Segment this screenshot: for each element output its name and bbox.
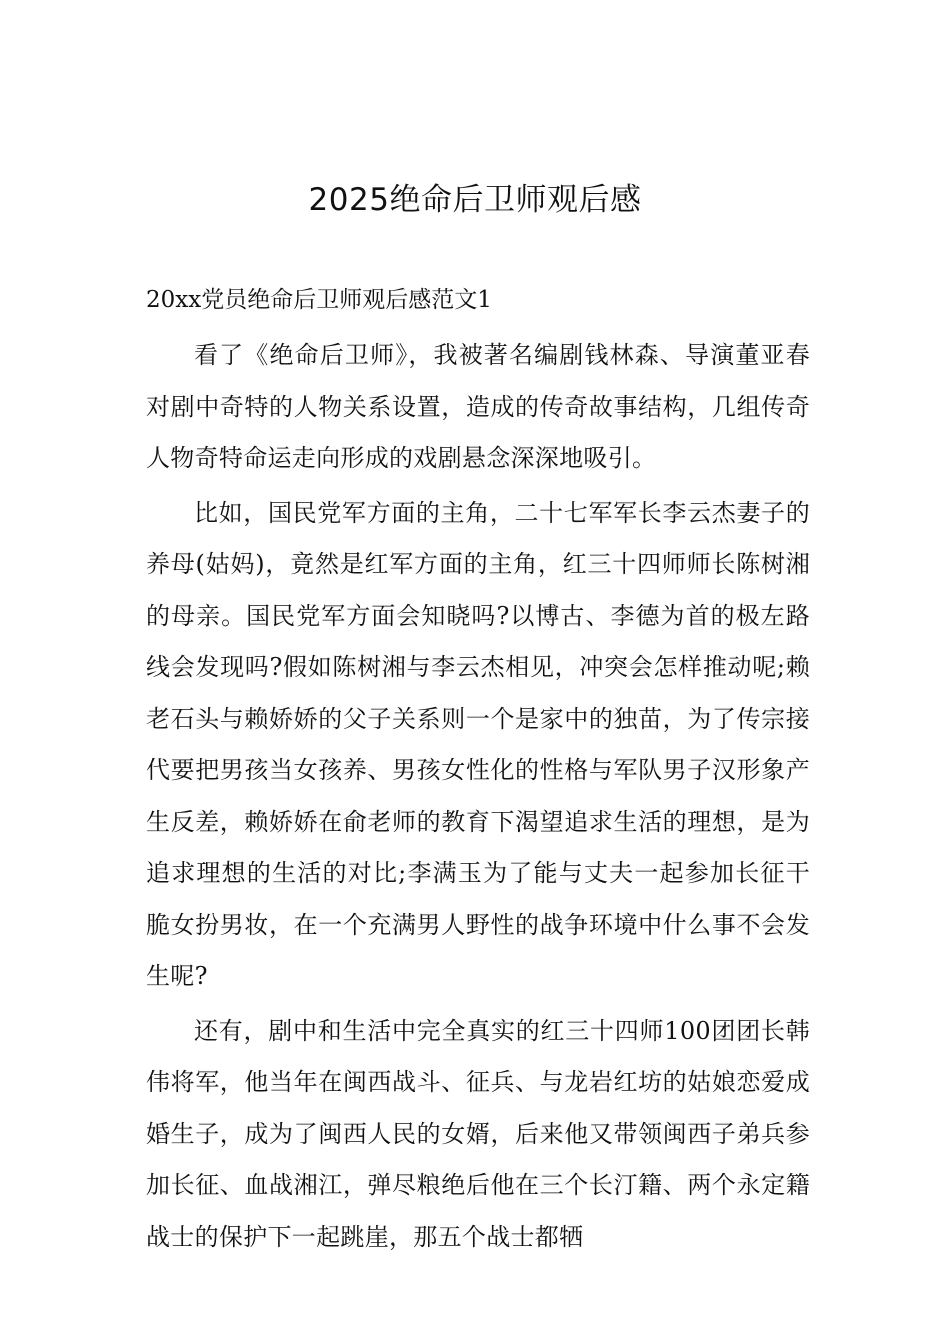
document-subtitle: 20xx党员绝命后卫师观后感范文1 — [146, 287, 492, 313]
document-body — [146, 330, 810, 1263]
paragraph-1: 看了《绝命后卫师》，我被著名编剧钱林森、导演董亚春对剧中奇特的人物关系设置，造成的传奇故事结构，几组传奇人物奇特命运走向形成的戏剧悬念深深地吸引。 — [146, 341, 810, 472]
paragraph-3: 还有，剧中和生活中完全真实的红三十四师100团团长韩伟将军，他当年在闽西战斗、征兵、与龙岩红坊的姑娘恋爱成婚生子，成为了闽西人民的女婿，后来他又带领闽西子弟兵参加长征、血战湘江，弹尽粮绝后他在三个长汀籍、两个永定籍战士的保护下一起跳崖，那五个战士都牺 — [146, 1016, 810, 1251]
document-title: 2025绝命后卫师观后感 — [308, 182, 642, 218]
paragraph-2: 比如，国民党军方面的主角，二十七军军长李云杰妻子的养母(姑妈)，竟然是红军方面的主角，红三十四师师长陈树湘的母亲。国民党军方面会知晓吗?以博古、李德为首的极左路线会发现吗?假如陈树湘与李云杰相见，冲突会怎样推动呢;赖老石头与赖娇娇的父子关系则一个是家中的独苗，为了传宗接代要把男孩当女孩养、男孩女性化的性格与军队男子汉形象产生反差，赖娇娇在俞老师的教育下渴望追求生活的理想，是为追求理想的生活的对比;李满玉为了能与丈夫一起参加长征干脆女扮男妆，在一个充满男人野性的战争环境中什么事不会发生呢? — [146, 498, 810, 990]
